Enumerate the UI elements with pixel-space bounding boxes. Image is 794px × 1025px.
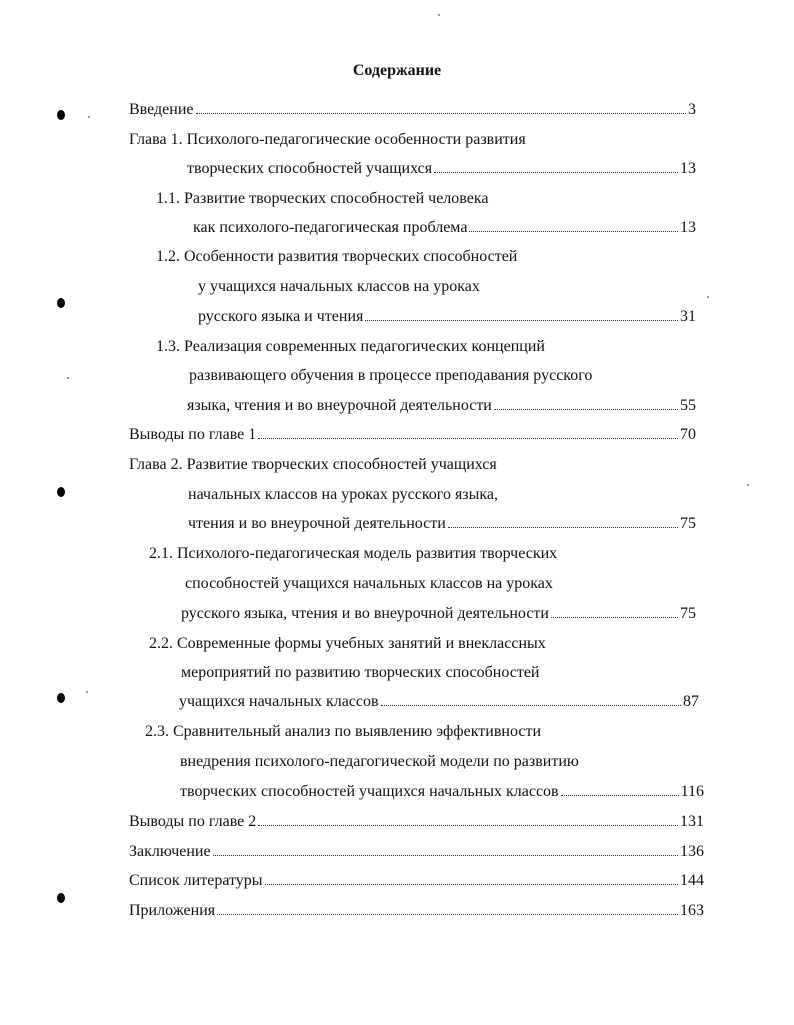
- leader-dots: [217, 900, 678, 915]
- toc-entry-title: как психолого-педагогическая проблема: [193, 219, 468, 236]
- leader-dots: [469, 217, 678, 232]
- toc-page-number: 13: [680, 160, 696, 177]
- toc-entry: [180, 781, 704, 803]
- toc-entry-title: Введение: [129, 101, 194, 118]
- toc-entry-line: 2.3. Сравнительный анализ по выявлению эффективности: [145, 723, 542, 740]
- toc-page-number: 75: [680, 605, 696, 622]
- toc-entry: [129, 870, 704, 892]
- scan-speck: [747, 484, 749, 486]
- toc-page-number: 31: [680, 308, 696, 325]
- toc-entry-title: русского языка, чтения и во внеурочной деятельности: [181, 605, 549, 622]
- toc-entry-line: начальных классов на уроках русского языка,: [188, 486, 498, 503]
- page-title: Содержание: [352, 62, 442, 79]
- toc-entry: [193, 217, 696, 239]
- toc-entry: [129, 99, 696, 121]
- toc-entry-line: Глава 2. Развитие творческих способностей учащихся: [129, 456, 497, 473]
- scan-hole-mark: [57, 487, 65, 497]
- toc-entry-line: 1.2. Особенности развития творческих способностей: [156, 248, 518, 265]
- leader-dots: [551, 603, 678, 618]
- scan-hole-mark: [57, 110, 65, 120]
- leader-dots: [265, 870, 678, 885]
- toc-entry-title: Выводы по главе 1: [129, 426, 257, 443]
- leader-dots: [258, 424, 678, 439]
- scan-speck: [86, 691, 88, 693]
- toc-entry-title: русского языка и чтения: [198, 308, 364, 325]
- toc-page-number: 87: [683, 693, 699, 710]
- toc-page-number: 55: [680, 397, 696, 414]
- toc-page-number: 163: [680, 902, 704, 919]
- toc-entry: [198, 306, 696, 328]
- toc-entry-title: творческих способностей учащихся: [187, 160, 433, 177]
- leader-dots: [434, 158, 678, 173]
- leader-dots: [494, 395, 678, 410]
- toc-entry-title: Выводы по главе 2: [129, 813, 257, 830]
- leader-dots: [196, 99, 687, 114]
- leader-dots: [561, 781, 679, 796]
- toc-entry: [129, 811, 704, 833]
- toc-page-number: 75: [680, 515, 696, 532]
- toc-entry-title: творческих способностей учащихся начальных классов: [180, 783, 559, 800]
- toc-entry: [179, 691, 699, 713]
- leader-dots: [213, 841, 678, 856]
- toc-entry-line: у учащихся начальных классов на уроках: [198, 278, 480, 295]
- toc-entry-line: способностей учащихся начальных классов на уроках: [185, 575, 553, 592]
- toc-entry-title: чтения и во внеурочной деятельности: [188, 515, 446, 532]
- scan-hole-mark: [57, 298, 65, 308]
- toc-entry-title: Список литературы: [129, 872, 263, 889]
- toc-entry: [187, 158, 696, 180]
- scan-hole-mark: [57, 893, 65, 903]
- toc-entry: [129, 424, 696, 446]
- toc-page-number: 70: [680, 426, 696, 443]
- toc-page-number: 116: [680, 783, 704, 800]
- toc-entry-line: развивающего обучения в процессе преподавания русского: [189, 367, 593, 384]
- leader-dots: [258, 811, 678, 826]
- scan-speck: [707, 296, 709, 298]
- toc-entry-line: Глава 1. Психолого-педагогические особенности развития: [129, 131, 526, 148]
- scan-speck: [88, 116, 90, 118]
- toc-entry-line: 2.1. Психолого-педагогическая модель развития творческих: [149, 545, 558, 562]
- leader-dots: [381, 691, 681, 706]
- toc-entry-line: 1.1. Развитие творческих способностей человека: [156, 190, 489, 207]
- toc-page-number: 131: [680, 813, 704, 830]
- toc-entry-title: Заключение: [129, 843, 211, 860]
- toc-entry-title: учащихся начальных классов: [179, 693, 379, 710]
- toc-entry: [187, 395, 696, 417]
- toc-entry-line: 2.2. Современные формы учебных занятий и внеклассных: [149, 635, 546, 652]
- toc-entry-line: мероприятий по развитию творческих способностей: [181, 664, 540, 681]
- toc-entry-title: языка, чтения и во внеурочной деятельности: [187, 397, 492, 414]
- toc-entry: [129, 841, 704, 863]
- toc-page-number: 144: [680, 872, 704, 889]
- toc-page-number: 3: [688, 101, 696, 118]
- toc-entry-line: 1.3. Реализация современных педагогических концепций: [156, 338, 545, 355]
- toc-entry: [188, 513, 696, 535]
- toc-page-number: 136: [680, 843, 704, 860]
- scan-hole-mark: [57, 693, 65, 703]
- toc-page-number: 13: [680, 219, 696, 236]
- toc-entry: [181, 603, 696, 625]
- leader-dots: [365, 306, 678, 321]
- toc-entry: [129, 900, 704, 922]
- toc-entry-line: внедрения психолого-педагогической модели по развитию: [180, 753, 579, 770]
- toc-entry-title: Приложения: [129, 902, 216, 919]
- scan-speck: [438, 14, 440, 16]
- leader-dots: [448, 513, 678, 528]
- scan-speck: [67, 377, 69, 379]
